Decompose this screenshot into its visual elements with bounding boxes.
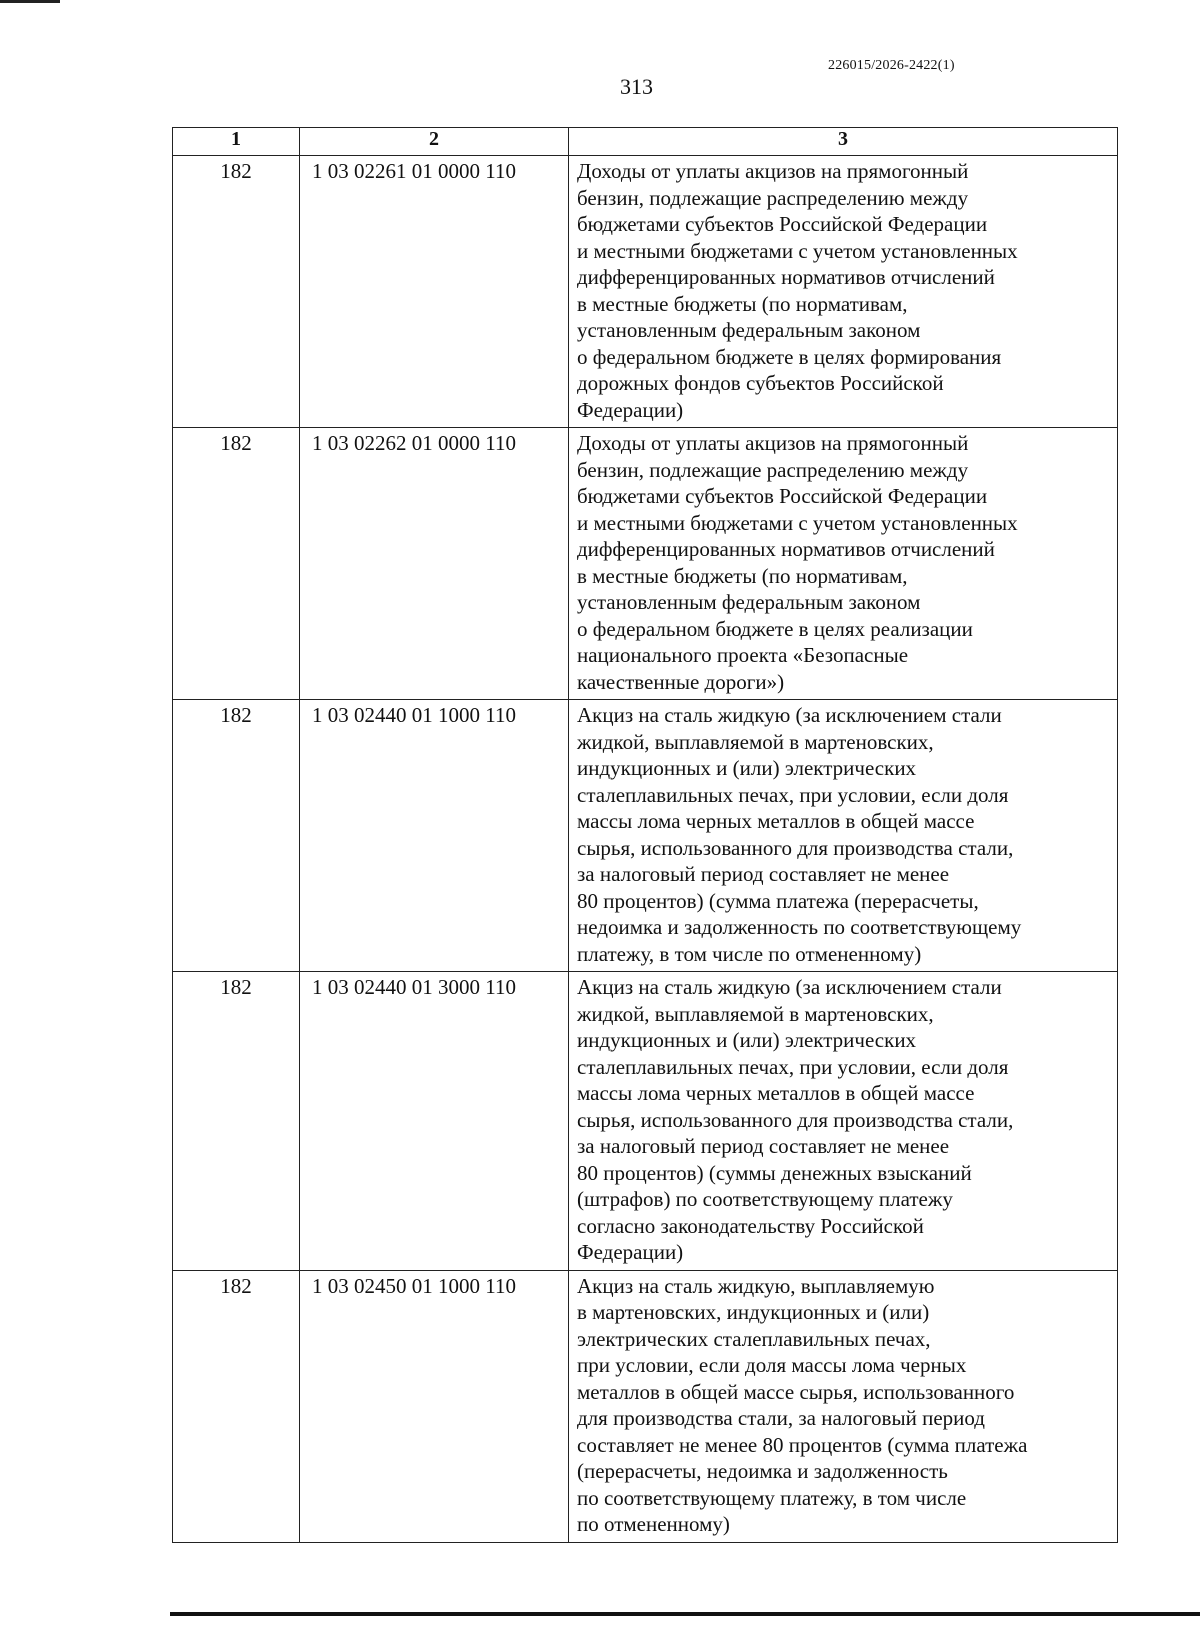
- description-line: бюджетами субъектов Российской Федерации: [577, 484, 988, 508]
- description-line: установленным федеральным законом: [577, 318, 921, 342]
- description-line: металлов в общей массе сырья, использованного: [577, 1379, 1015, 1404]
- description-line: за налоговый период составляет не менее: [577, 1134, 950, 1158]
- description-line: индукционных и (или) электрических: [577, 1028, 917, 1052]
- description-line: сырья, использованного для производства стали,: [577, 1107, 1014, 1132]
- scan-bottom-bar: [170, 1612, 1200, 1616]
- description-line: индукционных и (или) электрических: [577, 756, 917, 780]
- column-header-3: 3: [569, 128, 1118, 156]
- description-line: платежу, в том числе по отмененному): [577, 941, 922, 966]
- scan-edge-mark: [0, 0, 60, 3]
- description-line: о федеральном бюджете в целях реализации: [577, 616, 973, 641]
- description-line: недоимка и задолженность по соответствующему: [577, 915, 1022, 939]
- description-line: Доходы от уплаты акцизов на прямогонный: [577, 159, 969, 183]
- administrator-code-cell: 182: [173, 972, 300, 1271]
- description-line: согласно законодательству Российской: [577, 1213, 924, 1238]
- description-line: по соответствующему платежу, в том числе: [577, 1485, 967, 1510]
- description-line: сырья, использованного для производства стали,: [577, 835, 1014, 860]
- column-header-1: 1: [173, 128, 300, 156]
- description-line: (перерасчеты, недоимка и задолженность: [577, 1459, 948, 1483]
- description-line: сталеплавильных печах, при условии, если доля: [577, 782, 1009, 807]
- description-line: (штрафов) по соответствующему платежу: [577, 1187, 953, 1211]
- revenue-code-cell: 1 03 02450 01 1000 110: [300, 1270, 569, 1542]
- description-line: для производства стали, за налоговый период: [577, 1406, 985, 1430]
- description-line: массы лома черных металлов в общей массе: [577, 1081, 975, 1105]
- table-row: [173, 156, 1118, 428]
- description-line: сталеплавильных печах, при условии, если доля: [577, 1054, 1009, 1079]
- description-line: установленным федеральным законом: [577, 590, 921, 614]
- description-line: составляет не менее 80 процентов (сумма платежа: [577, 1432, 1028, 1457]
- description-line: о федеральном бюджете в целях формирования: [577, 344, 1002, 369]
- table-row: [173, 1270, 1118, 1542]
- budget-classification-table: [172, 127, 1118, 1543]
- description-line: Доходы от уплаты акцизов на прямогонный: [577, 431, 969, 455]
- table-row: [173, 972, 1118, 1271]
- description-line: в местные бюджеты (по нормативам,: [577, 291, 908, 316]
- description-line: Федерации): [577, 397, 684, 422]
- description-line: 80 процентов) (суммы денежных взысканий: [577, 1160, 972, 1185]
- description-line: бензин, подлежащие распределению между: [577, 457, 969, 482]
- administrator-code-cell: 182: [173, 428, 300, 700]
- revenue-description-cell: [569, 972, 1118, 1271]
- description-line: Акциз на сталь жидкую (за исключением стали: [577, 975, 1002, 999]
- revenue-code-cell: 1 03 02440 01 1000 110: [300, 700, 569, 972]
- description-line: дорожных фондов субъектов Российской: [577, 371, 944, 395]
- description-line: при условии, если доля массы лома черных: [577, 1353, 967, 1377]
- description-line: по отмененному): [577, 1512, 730, 1536]
- description-line: в местные бюджеты (по нормативам,: [577, 563, 908, 588]
- document-number: 226015/2026-2422(1): [828, 58, 955, 73]
- column-header-2: 2: [300, 128, 569, 156]
- description-line: электрических сталеплавильных печах,: [577, 1326, 931, 1351]
- description-line: бензин, подлежащие распределению между: [577, 185, 969, 210]
- revenue-description-cell: [569, 156, 1118, 428]
- description-line: и местными бюджетами с учетом установленных: [577, 510, 1018, 535]
- description-line: жидкой, выплавляемой в мартеновских,: [577, 729, 934, 754]
- description-line: и местными бюджетами с учетом установленных: [577, 238, 1018, 263]
- description-line: массы лома черных металлов в общей массе: [577, 809, 975, 833]
- description-line: 80 процентов) (сумма платежа (перерасчеты,: [577, 888, 979, 913]
- description-line: дифференцированных нормативов отчислений: [577, 265, 995, 289]
- administrator-code-cell: 182: [173, 156, 300, 428]
- revenue-description-cell: [569, 700, 1118, 972]
- description-line: в мартеновских, индукционных и (или): [577, 1300, 930, 1324]
- table-header-row: [173, 128, 1118, 156]
- administrator-code-cell: 182: [173, 1270, 300, 1542]
- revenue-code-cell: 1 03 02262 01 0000 110: [300, 428, 569, 700]
- description-line: качественные дороги»): [577, 669, 785, 694]
- description-line: жидкой, выплавляемой в мартеновских,: [577, 1001, 934, 1026]
- description-line: национального проекта «Безопасные: [577, 643, 909, 667]
- description-line: Федерации): [577, 1240, 684, 1264]
- revenue-code-cell: 1 03 02440 01 3000 110: [300, 972, 569, 1271]
- revenue-code-cell: 1 03 02261 01 0000 110: [300, 156, 569, 428]
- revenue-description-cell: [569, 1270, 1118, 1542]
- table-row: [173, 428, 1118, 700]
- description-line: дифференцированных нормативов отчислений: [577, 537, 995, 561]
- description-line: Акциз на сталь жидкую (за исключением стали: [577, 703, 1002, 727]
- administrator-code-cell: 182: [173, 700, 300, 972]
- page-number: 313: [620, 74, 653, 99]
- description-line: за налоговый период составляет не менее: [577, 862, 950, 886]
- description-line: бюджетами субъектов Российской Федерации: [577, 212, 988, 236]
- table-row: [173, 700, 1118, 972]
- description-line: Акциз на сталь жидкую, выплавляемую: [577, 1273, 935, 1298]
- revenue-description-cell: [569, 428, 1118, 700]
